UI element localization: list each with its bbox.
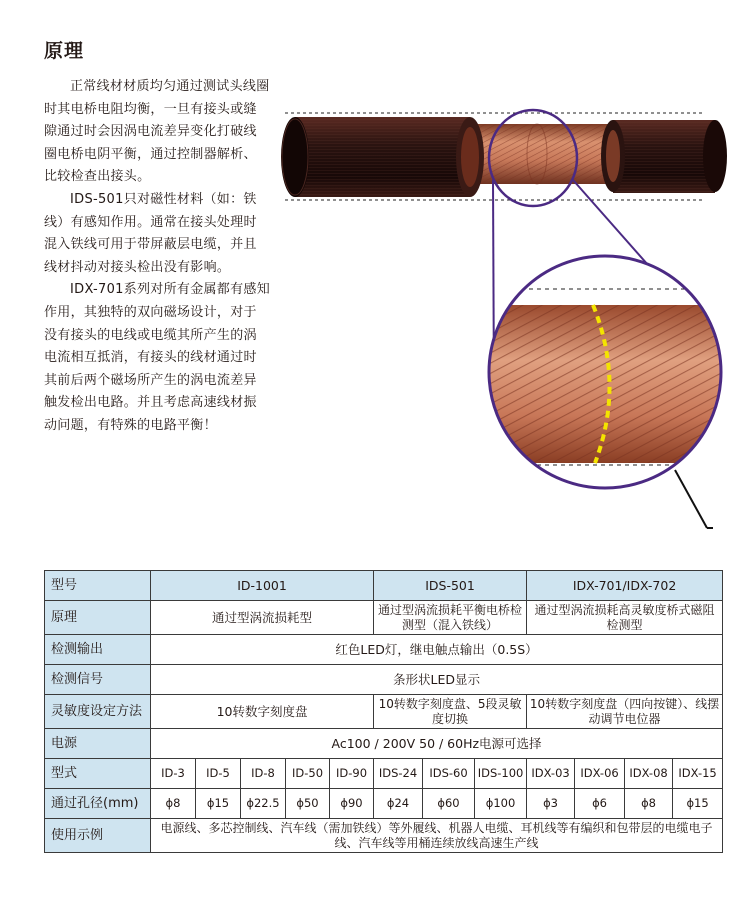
cable-illustration bbox=[275, 100, 745, 545]
row-label-usage: 使用示例 bbox=[45, 819, 151, 853]
spec-table bbox=[44, 570, 723, 853]
paragraph: 正常线材材质均匀通过测试头线圈时其电桥电阻均衡，一旦有接头或缝隙通过时会因涡电流差异变化打破线圈电桥电阴平衡，通过控制器解析、比较检查出接头。 bbox=[44, 79, 270, 185]
table-row bbox=[45, 665, 723, 695]
row-label-type: 型式 bbox=[45, 759, 151, 789]
aperture-cell: ϕ6 bbox=[575, 789, 625, 819]
type-cell: ID-50 bbox=[286, 759, 330, 789]
page-title: 原理 bbox=[44, 40, 85, 62]
table-row bbox=[45, 635, 723, 665]
table-row bbox=[45, 819, 723, 853]
type-cell: IDS-24 bbox=[374, 759, 423, 789]
aperture-cell: ϕ100 bbox=[475, 789, 527, 819]
aperture-cell: ϕ24 bbox=[374, 789, 423, 819]
type-cell: IDX-08 bbox=[625, 759, 673, 789]
model-cell: IDX-701/IDX-702 bbox=[527, 571, 723, 601]
aperture-cell: ϕ8 bbox=[151, 789, 196, 819]
aperture-cell: ϕ22.5 bbox=[241, 789, 286, 819]
model-cell: IDS-501 bbox=[374, 571, 527, 601]
row-label-aperture: 通过孔径(mm) bbox=[45, 789, 151, 819]
aperture-cell: ϕ90 bbox=[330, 789, 374, 819]
row-label-signal: 检测信号 bbox=[45, 665, 151, 695]
principle-cell: 通过型涡流损耗高灵敏度桥式磁阻检测型 bbox=[527, 601, 723, 635]
row-label-sensitivity: 灵敏度设定方法 bbox=[45, 695, 151, 729]
table-row bbox=[45, 759, 723, 789]
model-cell: ID-1001 bbox=[151, 571, 374, 601]
table-row bbox=[45, 789, 723, 819]
row-label-power: 电源 bbox=[45, 729, 151, 759]
type-cell: ID-90 bbox=[330, 759, 374, 789]
table-row bbox=[45, 729, 723, 759]
type-cell: IDS-60 bbox=[423, 759, 475, 789]
sensitivity-cell: 10转数字刻度盘 bbox=[151, 695, 374, 729]
aperture-cell: ϕ50 bbox=[286, 789, 330, 819]
usage-cell: 电源线、多芯控制线、汽车线（需加铁线）等外履线、机器人电缆、耳机线等有编织和包带层的电缆电子线、汽车线等用桶连续放线高速生产线 bbox=[151, 819, 723, 853]
output-cell: 红色LED灯，继电触点输出（0.5S） bbox=[151, 635, 723, 665]
row-label-model: 型号 bbox=[45, 571, 151, 601]
aperture-cell: ϕ8 bbox=[625, 789, 673, 819]
type-cell: ID-8 bbox=[241, 759, 286, 789]
type-cell: IDX-06 bbox=[575, 759, 625, 789]
table-row bbox=[45, 571, 723, 601]
table-row bbox=[45, 695, 723, 729]
table-row bbox=[45, 601, 723, 635]
power-cell: Ac100 / 200V 50 / 60Hz电源可选择 bbox=[151, 729, 723, 759]
type-cell: ID-5 bbox=[196, 759, 241, 789]
principle-cell: 通过型涡流损耗型 bbox=[151, 601, 374, 635]
row-label-principle: 原理 bbox=[45, 601, 151, 635]
type-cell: IDX-15 bbox=[673, 759, 723, 789]
aperture-cell: ϕ60 bbox=[423, 789, 475, 819]
principle-cell: 通过型涡流损耗平衡电桥检测型（混入铁线） bbox=[374, 601, 527, 635]
type-cell: ID-3 bbox=[151, 759, 196, 789]
principle-text bbox=[44, 76, 270, 438]
aperture-cell: ϕ15 bbox=[673, 789, 723, 819]
paragraph: IDS-501只对磁性材料（如：铁线）有感知作用。通常在接头处理时混入铁线可用于带屏蔽层电缆，并且线材抖动对接头检出没有影响。 bbox=[44, 191, 257, 275]
signal-cell: 条形状LED显示 bbox=[151, 665, 723, 695]
aperture-cell: ϕ15 bbox=[196, 789, 241, 819]
aperture-cell: ϕ3 bbox=[527, 789, 575, 819]
paragraph: IDX-701系列对所有金属都有感知作用，其独特的双向磁场设计，对于没有接头的电线或电缆其所产生的涡电流相互抵消，有接头的线材通过时其前后两个磁场所产生的涡电流差异触发检出电路。并且考虑高速线材振动问题，有特殊的电路平衡！ bbox=[44, 282, 271, 433]
type-cell: IDS-100 bbox=[475, 759, 527, 789]
type-cell: IDX-03 bbox=[527, 759, 575, 789]
sensitivity-cell: 10转数字刻度盘（四向按键）、线摆动调节电位器 bbox=[527, 695, 723, 729]
sensitivity-cell: 10转数字刻度盘、5段灵敏度切换 bbox=[374, 695, 527, 729]
row-label-output: 检测输出 bbox=[45, 635, 151, 665]
